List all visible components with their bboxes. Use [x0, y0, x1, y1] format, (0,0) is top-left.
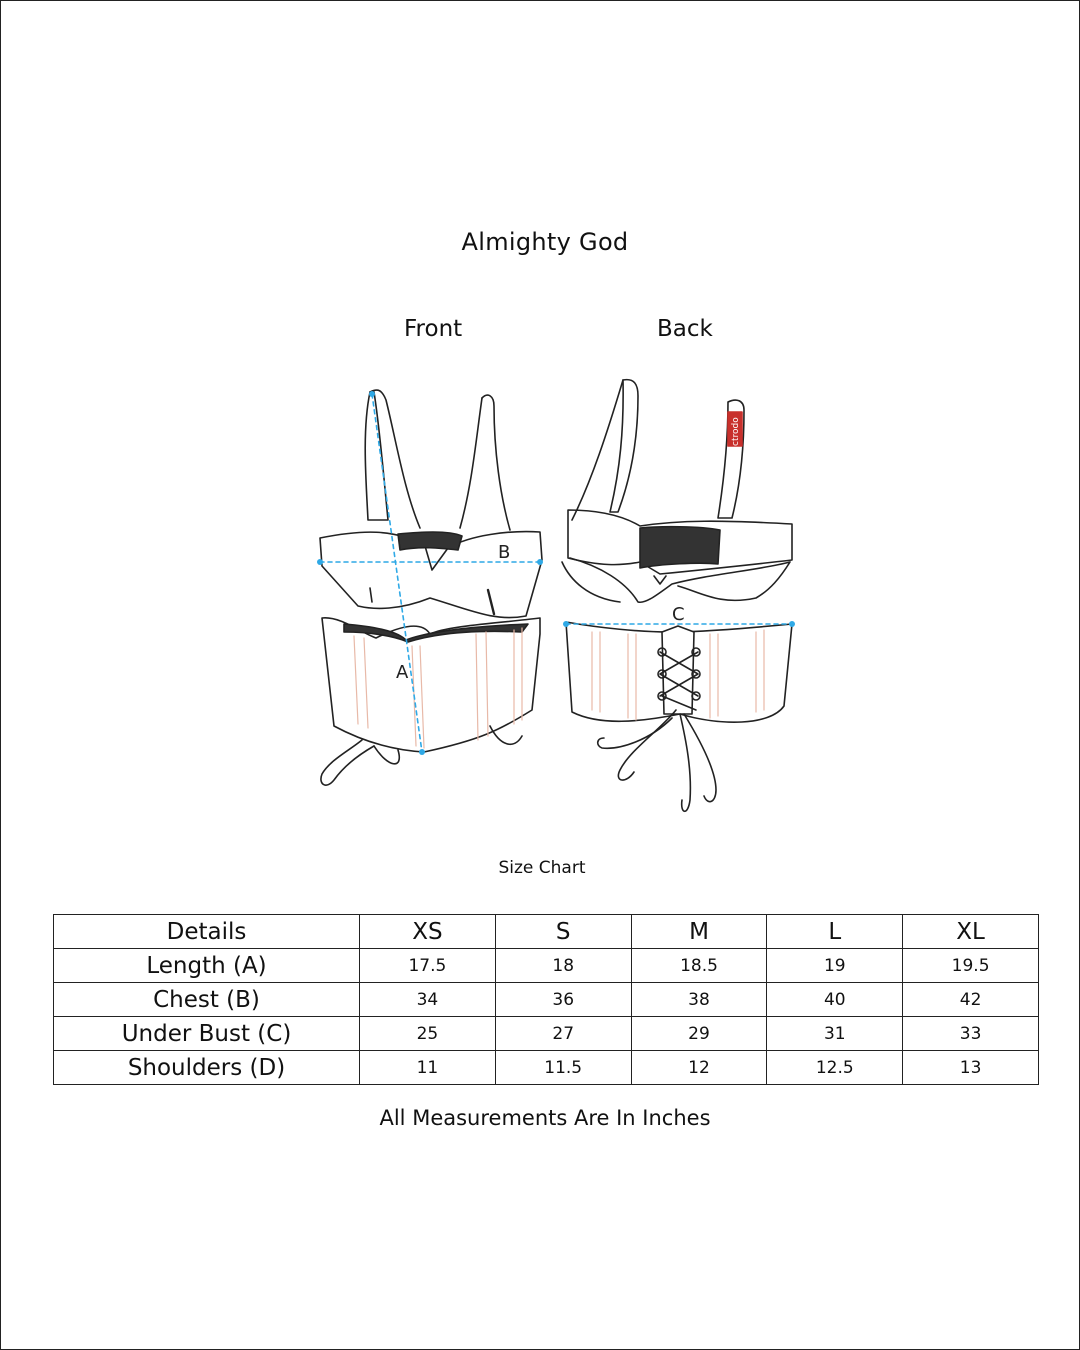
table-cell: 13	[903, 1051, 1039, 1085]
marker-b: B	[498, 542, 511, 563]
brand-tag-text: ctrodo	[731, 417, 741, 446]
row-label: Length (A)	[54, 949, 360, 983]
back-view-label: Back	[657, 316, 713, 342]
size-chart-title: Size Chart	[498, 858, 586, 878]
front-view-label: Front	[404, 316, 463, 342]
units-footnote: All Measurements Are In Inches	[379, 1106, 711, 1130]
back-bra-top	[562, 380, 792, 603]
front-corset	[321, 618, 540, 785]
table-cell: 17.5	[360, 949, 496, 983]
table-row	[54, 983, 1039, 1017]
table-cell: 29	[631, 1017, 767, 1051]
row-label: Shoulders (D)	[54, 1051, 360, 1085]
table-row	[54, 1051, 1039, 1085]
garment-technical-drawing	[300, 370, 820, 830]
table-header-row	[54, 915, 1039, 949]
column-header: L	[767, 915, 903, 949]
product-title: Almighty God	[461, 228, 629, 256]
column-header: XL	[903, 915, 1039, 949]
row-label: Under Bust (C)	[54, 1017, 360, 1051]
column-header: XS	[360, 915, 496, 949]
table-cell: 42	[903, 983, 1039, 1017]
table-cell: 18.5	[631, 949, 767, 983]
marker-c: C	[672, 604, 685, 625]
table-cell: 34	[360, 983, 496, 1017]
back-corset	[566, 622, 792, 811]
table-cell: 36	[495, 983, 631, 1017]
marker-a: A	[396, 662, 409, 683]
table-cell: 38	[631, 983, 767, 1017]
table-cell: 11.5	[495, 1051, 631, 1085]
column-header: S	[495, 915, 631, 949]
table-cell: 12	[631, 1051, 767, 1085]
table-cell: 27	[495, 1017, 631, 1051]
table-cell: 18	[495, 949, 631, 983]
table-row	[54, 1017, 1039, 1051]
column-header: M	[631, 915, 767, 949]
table-cell: 12.5	[767, 1051, 903, 1085]
table-row	[54, 949, 1039, 983]
table-cell: 11	[360, 1051, 496, 1085]
column-header: Details	[54, 915, 360, 949]
front-bra-top	[320, 390, 542, 618]
row-label: Chest (B)	[54, 983, 360, 1017]
table-cell: 19.5	[903, 949, 1039, 983]
table-cell: 19	[767, 949, 903, 983]
table-cell: 40	[767, 983, 903, 1017]
table-cell: 25	[360, 1017, 496, 1051]
size-chart-table	[53, 914, 1039, 1085]
table-cell: 31	[767, 1017, 903, 1051]
table-cell: 33	[903, 1017, 1039, 1051]
